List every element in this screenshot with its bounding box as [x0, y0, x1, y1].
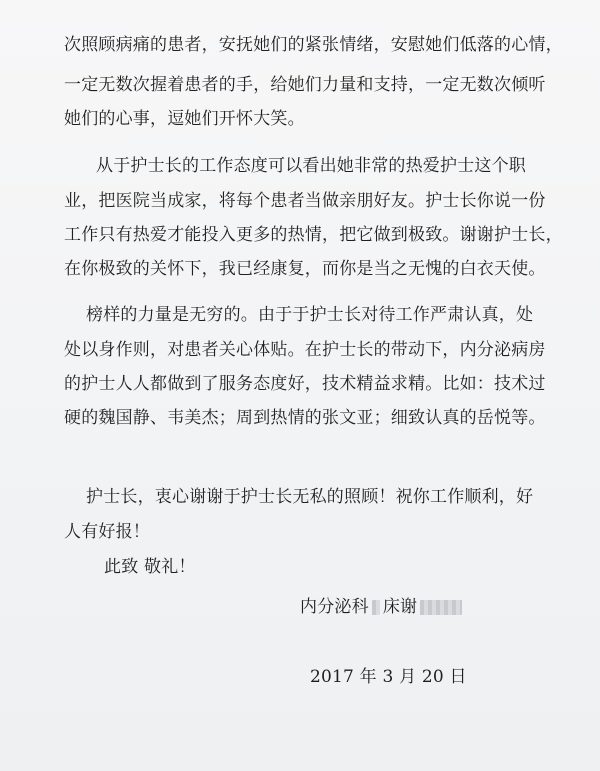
letter-line: 护士长，衷心谢谢于护士长无私的照顾！祝你工作顺利，好: [86, 487, 534, 507]
letter-line: 在你极致的关怀下，我已经康复，而你是当之无愧的白衣天使。: [64, 259, 546, 279]
letter-line: 榜样的力量是无穷的。由于于护士长对待工作严肃认真，处: [86, 305, 534, 325]
letter-line: 业，把医院当成家，将每个患者当做亲朋好友。护士长你说一份: [64, 191, 546, 211]
letter-line: 硬的魏国静、韦美杰；周到热情的张文亚；细致认真的岳悦等。: [64, 408, 546, 428]
letter-date: 2017 年 3 月 20 日: [310, 667, 467, 687]
letter-line: 一定无数次握着患者的手，给她们力量和支持，一定无数次倾听: [64, 75, 546, 95]
redaction-mark: [420, 600, 462, 615]
letter-line: 她们的心事，逗她们开怀大笑。: [64, 109, 305, 129]
signature: [300, 596, 462, 618]
letter-line: 从于护士长的工作态度可以看出她非常的热爱护士这个职: [96, 156, 526, 176]
redaction-mark: [372, 600, 380, 615]
letter-line: 工作只有热爱才能投入更多的热情，把它做到极致。谢谢护士长，: [64, 225, 563, 245]
letter-line: 的护士人人都做到了服务态度好，技术精益求精。比如：技术过: [64, 374, 546, 394]
letter-line: 此致 敬礼！: [104, 557, 196, 577]
signature-bed: 床谢: [382, 597, 418, 617]
signature-dept: 内分泌科: [300, 597, 369, 617]
letter-line: 次照顾病痛的患者，安抚她们的紧张情绪，安慰她们低落的心情，: [64, 35, 563, 55]
letter-line: 处以身作则，对患者关心体贴。在护士长的带动下，内分泌病房: [64, 340, 546, 360]
letter-line: 人有好报！: [64, 522, 150, 542]
